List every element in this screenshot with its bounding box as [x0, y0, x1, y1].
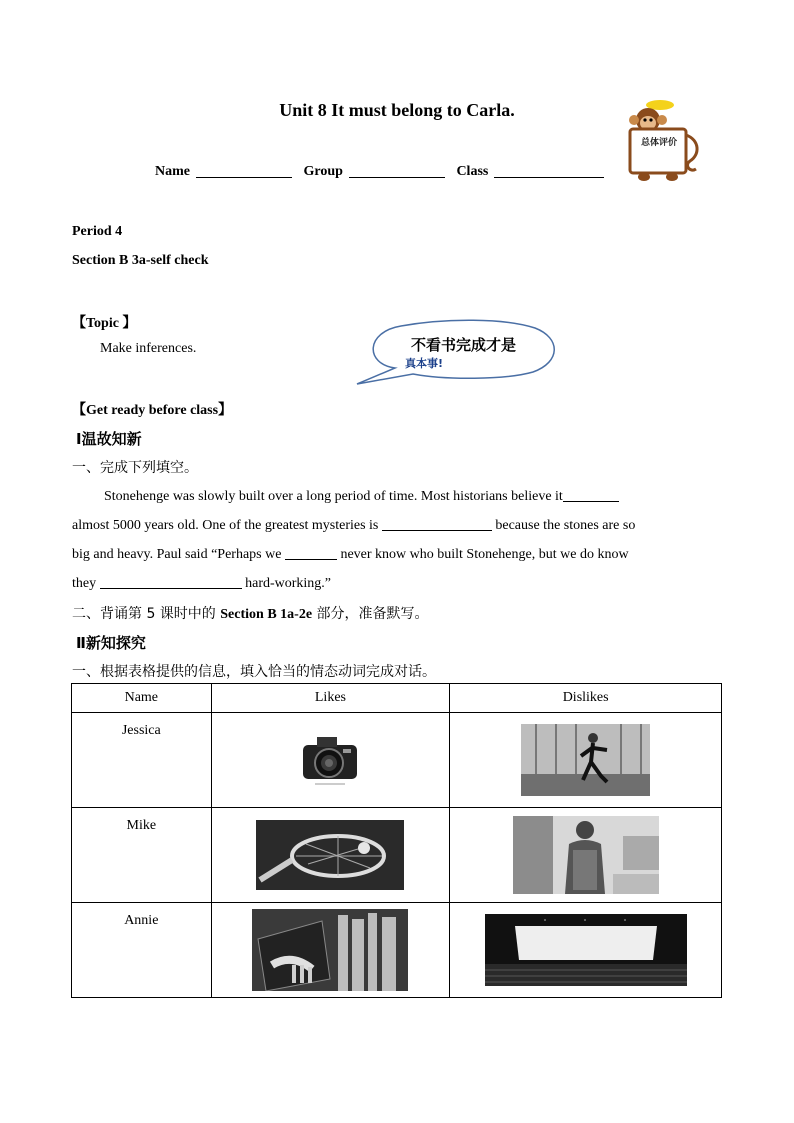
table-row [72, 808, 722, 903]
books-image [252, 909, 408, 991]
cooking-man-image [513, 816, 659, 894]
bubble-line2: 真本事! [405, 357, 444, 370]
dislikes-cell [450, 903, 722, 998]
period-label: Period 4 [72, 224, 123, 239]
get-ready-heading: 【Get ready before class】 [72, 403, 233, 418]
passage-s3b: big and heavy. Paul said “Perhaps we [72, 547, 282, 562]
task2-pre: 二、背诵第 5 课时中的 [72, 606, 221, 622]
task2-bold: Section B 1a-2e [220, 607, 313, 622]
passage-s4b: they [72, 576, 97, 591]
student-info-row [155, 163, 610, 180]
tennis-racket-image [256, 820, 404, 890]
passage-s1: Stonehenge was slowly built over a long period of time. Most historians believe it [104, 489, 563, 504]
passage-s5: hard-working.” [245, 576, 332, 591]
row-name: Annie [72, 903, 212, 998]
speech-bubble [355, 318, 559, 386]
part2-heading: Ⅱ新知探究 [76, 634, 146, 652]
monkey-icon [620, 95, 702, 185]
cinema-image [485, 914, 687, 986]
header-likes: Likes [211, 684, 450, 713]
topic-text: Make inferences. [100, 341, 197, 356]
blank-3[interactable] [285, 545, 337, 560]
running-woman-image [521, 724, 650, 796]
table-header-row [72, 684, 722, 713]
class-label: Class [456, 164, 489, 179]
group-field[interactable] [349, 163, 445, 178]
part1-task1: 一、完成下列填空。 [72, 460, 198, 476]
likes-cell [211, 903, 450, 998]
likes-dislikes-table [71, 683, 722, 998]
group-label: Group [303, 164, 343, 179]
class-field[interactable] [494, 163, 604, 178]
bubble-line1: 不看书完成才是 [411, 336, 517, 354]
table-row [72, 903, 722, 998]
part1-heading: Ⅰ温故知新 [76, 430, 142, 448]
camera-image [299, 731, 361, 789]
header-name: Name [72, 684, 212, 713]
row-name: Jessica [72, 713, 212, 808]
header-dislikes: Dislikes [450, 684, 722, 713]
part1-task2 [72, 603, 428, 623]
row-name: Mike [72, 808, 212, 903]
passage-s2: almost 5000 years old. One of the greatest mysteries is [72, 518, 379, 533]
likes-cell [211, 713, 450, 808]
blank-1[interactable] [563, 487, 619, 502]
blank-2[interactable] [382, 516, 492, 531]
task2-post: 部分，准备默写。 [312, 606, 429, 622]
badge-text: 总体评价 [640, 138, 677, 148]
likes-cell [211, 808, 450, 903]
topic-heading: 【Topic 】 [72, 316, 137, 331]
page-title: Unit 8 It must belong to Carla. [279, 100, 515, 120]
name-label: Name [155, 164, 190, 179]
dislikes-cell [450, 808, 722, 903]
part2-task1: 一、根据表格提供的信息，填入恰当的情态动词完成对话。 [72, 664, 436, 680]
passage-s4a: never know who built Stonehenge, but we do know [340, 547, 629, 562]
dislikes-cell [450, 713, 722, 808]
name-field[interactable] [196, 163, 292, 178]
cloze-passage [72, 482, 722, 598]
passage-s3a: because the stones are so [495, 518, 636, 533]
blank-4[interactable] [100, 574, 242, 589]
section-label: Section B 3a-self check [72, 253, 209, 268]
table-row [72, 713, 722, 808]
